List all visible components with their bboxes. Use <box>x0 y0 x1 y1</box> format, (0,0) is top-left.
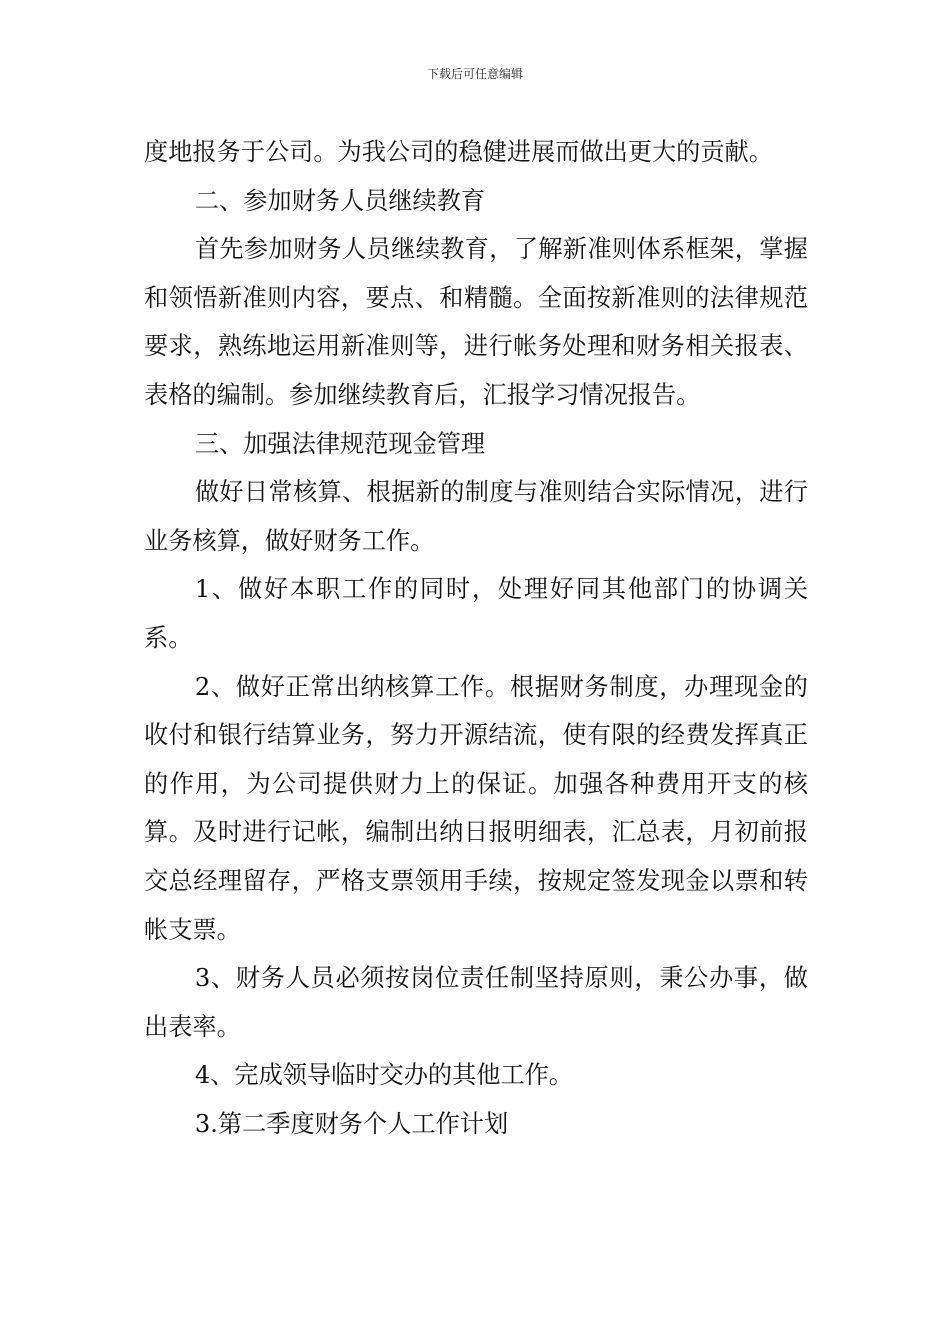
section-heading-3: 三、加强法律规范现金管理 <box>194 429 486 458</box>
list-item-3: 3、财务人员必须按岗位责任制坚持原则，秉公办事，做出表率。 <box>144 964 808 1041</box>
paragraph-continuation: 度地报务于公司。为我公司的稳健进展而做出更大的贡献。 <box>144 138 773 166</box>
list-item-2: 2、做好正常出纳核算工作。根据财务制度，办理现金的收付和银行结算业务，努力开源结流，使有限的经费发挥真正的作用，为公司提供财力上的保证。加强各种费用开支的核算。及时进行记帐，编制出纳日报明细表，汇总表，月初前报交总经理留存，严格支票领用手续，按规定签发现金以票和转帐支票。 <box>144 672 808 944</box>
paragraph-daily-accounting: 做好日常核算、根据新的制度与准则结合实际情况，进行业务核算，做好财务工作。 <box>144 478 808 555</box>
paragraph-education: 首先参加财务人员继续教育，了解新准则体系框架，掌握和领悟新准则内容，要点、和精髓。全面按新准则的法律规范要求，熟练地运用新准则等，进行帐务处理和财务相关报表、表格的编制。参加继续教育后，汇报学习情况报告。 <box>144 235 808 409</box>
section-heading-q2-plan: 3.第二季度财务个人工作计划 <box>194 1109 509 1138</box>
list-item-1: 1、做好本职工作的同时，处理好同其他部门的协调关系。 <box>144 575 808 652</box>
document-body <box>144 128 808 1148</box>
list-item-4: 4、完成领导临时交办的其他工作。 <box>194 1061 574 1090</box>
section-heading-2: 二、参加财务人员继续教育 <box>194 186 486 215</box>
page-header-note: 下载后可任意编辑 <box>426 67 523 81</box>
